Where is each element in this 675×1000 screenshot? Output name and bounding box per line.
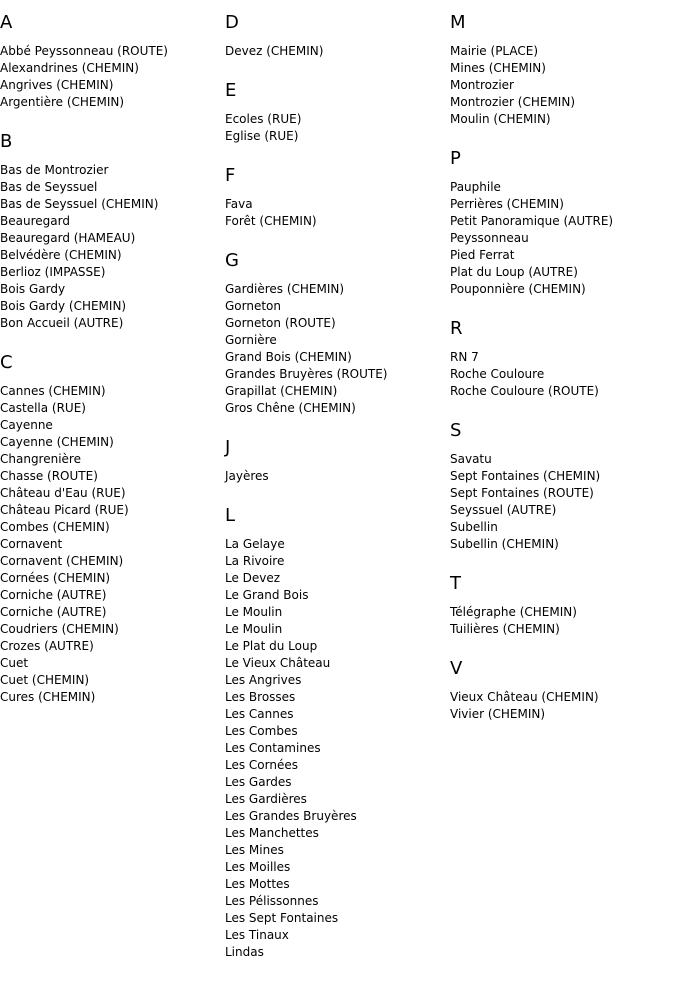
street-entry: Chasse (ROUTE) xyxy=(0,469,98,483)
street-entry: Devez (CHEMIN) xyxy=(225,44,324,58)
street-entry: Cuet (CHEMIN) xyxy=(0,673,90,687)
street-entry: Cornées (CHEMIN) xyxy=(0,571,111,585)
street-entry: Le Devez xyxy=(225,571,281,585)
street-entry: Vivier (CHEMIN) xyxy=(450,707,546,721)
street-entry: Petit Panoramique (AUTRE) xyxy=(450,214,614,228)
street-entry: Coudriers (CHEMIN) xyxy=(0,622,119,636)
letter-heading: T xyxy=(450,573,461,594)
street-list xyxy=(225,111,450,145)
street-entry: Grandes Bruyères (ROUTE) xyxy=(225,367,388,381)
street-entry: Les Combes xyxy=(225,724,298,738)
street-entry: Moulin (CHEMIN) xyxy=(450,112,551,126)
letter-heading: L xyxy=(225,505,236,526)
street-list xyxy=(450,604,675,638)
street-entry: Pauphile xyxy=(450,180,501,194)
street-entry: Les Cannes xyxy=(225,707,294,721)
index-column-3 xyxy=(450,0,675,743)
letter-heading: F xyxy=(225,165,236,186)
letter-heading: C xyxy=(0,352,13,373)
street-entry: Perrières (CHEMIN) xyxy=(450,197,564,211)
street-list xyxy=(450,451,675,553)
letter-group-g xyxy=(225,250,450,417)
letter-group-f xyxy=(225,165,450,230)
street-entry: Les Contamines xyxy=(225,741,321,755)
letter-group-e xyxy=(225,80,450,145)
letter-heading: D xyxy=(225,12,239,33)
street-entry: Bois Gardy (CHEMIN) xyxy=(0,299,127,313)
street-entry: Bas de Montrozier xyxy=(0,163,109,177)
street-entry: Corniche (AUTRE) xyxy=(0,605,107,619)
street-entry: Gardières (CHEMIN) xyxy=(225,282,345,296)
letter-group-v xyxy=(450,658,675,723)
street-entry: Gorneton xyxy=(225,299,282,313)
street-list xyxy=(450,43,675,128)
street-entry: RN 7 xyxy=(450,350,479,364)
street-list xyxy=(225,196,450,230)
street-entry: Les Cornées xyxy=(225,758,298,772)
street-entry: Gros Chêne (CHEMIN) xyxy=(225,401,356,415)
street-entry: Bas de Seyssuel (CHEMIN) xyxy=(0,197,159,211)
letter-group-s xyxy=(450,420,675,553)
letter-heading: J xyxy=(225,437,231,458)
street-list xyxy=(450,689,675,723)
street-entry: Forêt (CHEMIN) xyxy=(225,214,317,228)
letter-group-m xyxy=(450,12,675,128)
letter-group-b xyxy=(0,131,225,332)
street-entry: Le Vieux Château xyxy=(225,656,331,670)
letter-heading: E xyxy=(225,80,237,101)
street-entry: Roche Couloure xyxy=(450,367,545,381)
street-entry: Les Angrives xyxy=(225,673,302,687)
street-entry: Les Grandes Bruyères xyxy=(225,809,357,823)
letter-group-j xyxy=(225,437,450,485)
letter-group-r xyxy=(450,318,675,400)
street-entry: Cornavent (CHEMIN) xyxy=(0,554,124,568)
street-entry: Cuet xyxy=(0,656,29,670)
letter-group-t xyxy=(450,573,675,638)
letter-heading: V xyxy=(450,658,463,679)
street-entry: Les Moilles xyxy=(225,860,291,874)
street-list xyxy=(225,43,450,60)
street-entry: Les Manchettes xyxy=(225,826,319,840)
letter-group-l xyxy=(225,505,450,961)
street-entry: Mairie (PLACE) xyxy=(450,44,539,58)
letter-heading: P xyxy=(450,148,461,169)
street-entry: Château Picard (RUE) xyxy=(0,503,129,517)
street-entry: Berlioz (IMPASSE) xyxy=(0,265,106,279)
street-entry: Pied Ferrat xyxy=(450,248,515,262)
street-list xyxy=(450,349,675,400)
street-list xyxy=(225,536,450,961)
letter-heading: M xyxy=(450,12,466,33)
street-entry: Le Moulin xyxy=(225,605,283,619)
letter-group-d xyxy=(225,12,450,60)
street-entry: Cures (CHEMIN) xyxy=(0,690,96,704)
street-list xyxy=(225,281,450,417)
street-entry: Jayères xyxy=(225,469,269,483)
street-entry: Beauregard (HAMEAU) xyxy=(0,231,136,245)
street-entry: Angrives (CHEMIN) xyxy=(0,78,114,92)
street-entry: Les Tinaux xyxy=(225,928,289,942)
street-entry: Les Mottes xyxy=(225,877,290,891)
street-list xyxy=(0,383,225,706)
street-entry: Mines (CHEMIN) xyxy=(450,61,546,75)
street-entry: Gornière xyxy=(225,333,277,347)
street-entry: Alexandrines (CHEMIN) xyxy=(0,61,139,75)
street-entry: Abbé Peyssonneau (ROUTE) xyxy=(0,44,168,58)
street-entry: Beauregard xyxy=(0,214,70,228)
letter-group-p xyxy=(450,148,675,298)
street-entry: Argentière (CHEMIN) xyxy=(0,95,125,109)
street-entry: Subellin (CHEMIN) xyxy=(450,537,559,551)
street-entry: Montrozier (CHEMIN) xyxy=(450,95,575,109)
street-entry: Vieux Château (CHEMIN) xyxy=(450,690,599,704)
street-entry: Cayenne xyxy=(0,418,53,432)
street-entry: Seyssuel (AUTRE) xyxy=(450,503,557,517)
street-entry: Bois Gardy xyxy=(0,282,66,296)
street-entry: Subellin xyxy=(450,520,498,534)
street-entry: Le Grand Bois xyxy=(225,588,309,602)
street-entry: Pouponnière (CHEMIN) xyxy=(450,282,586,296)
street-entry: Belvédère (CHEMIN) xyxy=(0,248,122,262)
letter-heading: G xyxy=(225,250,239,271)
street-entry: La Rivoire xyxy=(225,554,285,568)
letter-group-a xyxy=(0,12,225,111)
street-list xyxy=(0,162,225,332)
street-entry: Lindas xyxy=(225,945,264,959)
street-entry: La Gelaye xyxy=(225,537,285,551)
street-entry: Bon Accueil (AUTRE) xyxy=(0,316,124,330)
street-entry: Montrozier xyxy=(450,78,514,92)
street-entry: Savatu xyxy=(450,452,492,466)
street-entry: Château d'Eau (RUE) xyxy=(0,486,126,500)
street-entry: Plat du Loup (AUTRE) xyxy=(450,265,578,279)
street-entry: Eglise (RUE) xyxy=(225,129,299,143)
street-entry: Grand Bois (CHEMIN) xyxy=(225,350,352,364)
street-entry: Les Mines xyxy=(225,843,284,857)
street-entry: Cornavent xyxy=(0,537,63,551)
street-list xyxy=(225,468,450,485)
street-entry: Tuilières (CHEMIN) xyxy=(450,622,560,636)
street-entry: Sept Fontaines (ROUTE) xyxy=(450,486,594,500)
letter-group-c xyxy=(0,352,225,706)
street-entry: Ecoles (RUE) xyxy=(225,112,302,126)
street-entry: Peyssonneau xyxy=(450,231,529,245)
street-entry: Crozes (AUTRE) xyxy=(0,639,94,653)
street-entry: Grapillat (CHEMIN) xyxy=(225,384,338,398)
street-list xyxy=(450,179,675,298)
street-entry: Combes (CHEMIN) xyxy=(0,520,110,534)
street-entry: Les Brosses xyxy=(225,690,296,704)
street-entry: Le Moulin xyxy=(225,622,283,636)
street-entry: Cayenne (CHEMIN) xyxy=(0,435,114,449)
street-entry: Les Gardes xyxy=(225,775,292,789)
street-entry: Gorneton (ROUTE) xyxy=(225,316,336,330)
street-entry: Les Sept Fontaines xyxy=(225,911,339,925)
street-entry: Le Plat du Loup xyxy=(225,639,318,653)
letter-heading: S xyxy=(450,420,462,441)
street-entry: Fava xyxy=(225,197,253,211)
street-list xyxy=(0,43,225,111)
street-entry: Castella (RUE) xyxy=(0,401,86,415)
street-entry: Les Pélissonnes xyxy=(225,894,319,908)
street-entry: Changrenière xyxy=(0,452,81,466)
letter-heading: B xyxy=(0,131,13,152)
street-entry: Télégraphe (CHEMIN) xyxy=(450,605,577,619)
street-entry: Bas de Seyssuel xyxy=(0,180,98,194)
index-column-2 xyxy=(225,0,450,981)
street-entry: Roche Couloure (ROUTE) xyxy=(450,384,599,398)
street-entry: Corniche (AUTRE) xyxy=(0,588,107,602)
street-entry: Les Gardières xyxy=(225,792,307,806)
letter-heading: R xyxy=(450,318,463,339)
index-column-1 xyxy=(0,0,225,726)
street-entry: Sept Fontaines (CHEMIN) xyxy=(450,469,601,483)
street-entry: Cannes (CHEMIN) xyxy=(0,384,106,398)
letter-heading: A xyxy=(0,12,13,33)
